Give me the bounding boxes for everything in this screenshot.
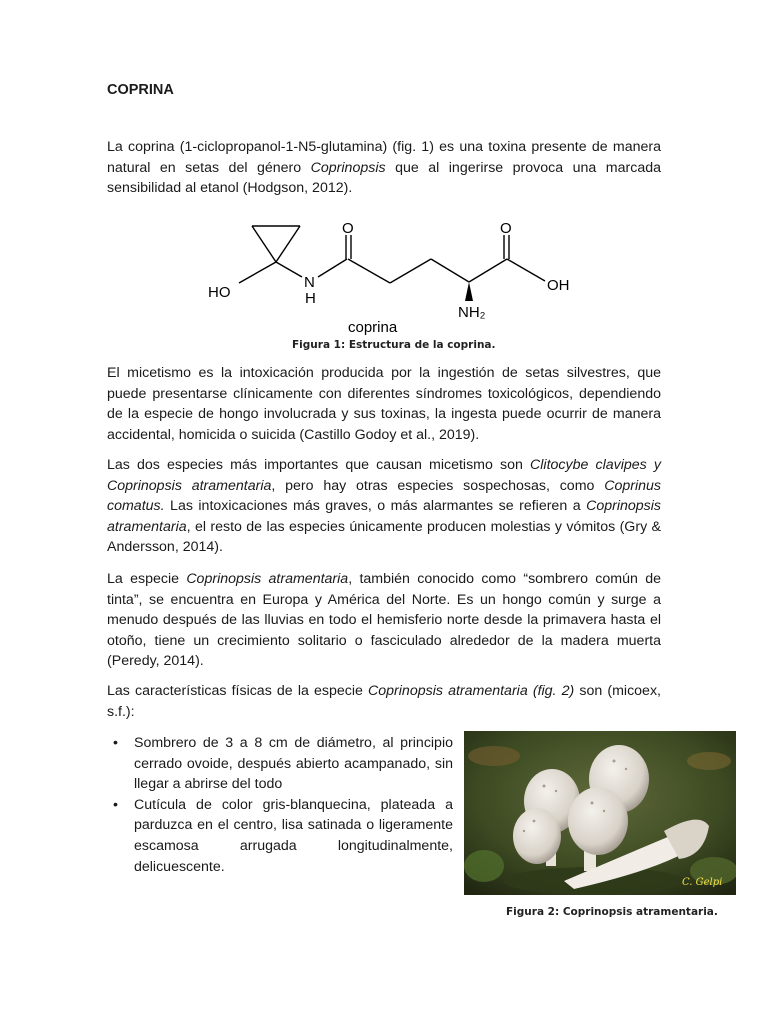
list-item xyxy=(107,733,453,795)
figure2-caption: Figura 2: Coprinopsis atramentaria. xyxy=(506,906,718,918)
paragraph-atramentaria xyxy=(107,569,661,672)
text-run: , también conocido como “sombrero común de tinta”, se encuentra en Europa y América del Norte. Es un hongo común y surge a menudo después de las lluvias en todo el hemisferio norte desde la primavera hasta el otoño, tiene un crecimiento solitario o fasciculado alrededor de la madera muerta (Peredy, 2014). xyxy=(107,571,661,670)
document-title: COPRINA xyxy=(107,82,174,98)
text-run: , el resto de las especies únicamente producen molestias y vómitos (Gry & Andersson, 2014). xyxy=(107,518,661,556)
text-run: que al ingerirse provoca una marcada sensibilidad al etanol (Hodgson, 2012). xyxy=(107,159,662,197)
characteristics-list xyxy=(107,733,453,877)
italic-term: Coprinus comatus. xyxy=(107,477,661,515)
italic-term: Coprinopsis atramentaria (fig. 2) xyxy=(368,683,575,699)
text-run: La especie xyxy=(107,571,187,587)
paragraph-especies xyxy=(107,455,661,558)
text-run: son (micoex, s.f.): xyxy=(107,683,661,720)
structure-label-o: O xyxy=(342,220,354,237)
italic-term: Coprinopsis atramentaria xyxy=(186,571,349,587)
mushroom-photo xyxy=(464,731,736,895)
structure-name: coprina xyxy=(348,319,398,336)
structure-label-oh: OH xyxy=(547,277,570,294)
paragraph-intro xyxy=(107,137,661,199)
paragraph-caracteristicas xyxy=(107,681,661,722)
structure-label-h: H xyxy=(305,290,316,307)
list-item-text: Cutícula de color gris-blanquecina, plateada a parduzca en el centro, lisa satinada o ligeramente escamosa arrugada longitudinalmente, delicuescente. xyxy=(134,796,453,875)
italic-term: Clitocybe clavipes y Coprinopsis atramentaria xyxy=(107,457,661,494)
text-run: Las dos especies más importantes que causan micetismo son xyxy=(107,457,531,473)
figure1-caption: Figura 1: Estructura de la coprina. xyxy=(292,339,496,351)
structure-label-n: N xyxy=(304,274,315,291)
text-run: Las intoxicaciones más graves, o más alarmantes se refieren a xyxy=(164,498,587,515)
list-item xyxy=(107,795,453,877)
bullet-icon: • xyxy=(113,735,118,751)
photo-watermark: C. Gelpi xyxy=(682,877,723,888)
italic-term: Coprinopsis xyxy=(310,159,386,176)
bullet-icon: • xyxy=(113,796,118,813)
structure-label-nh2: NH₂ xyxy=(458,304,486,321)
list-item-text: Sombrero de 3 a 8 cm de diámetro, al principio cerrado ovoide, después abierto acampanado, sin llegar a abrirse del todo xyxy=(134,735,453,793)
paragraph-micetismo: El micetismo es la intoxicación producida por la ingestión de setas silvestres, que puede presentarse clínicamente con diferentes síndromes toxicológicos, dependiendo de la especie de hongo involucrada y sus toxinas, la ingesta puede ocurrir de manera accidental, homicida o suicida (Castillo Godoy et al., 2019). xyxy=(107,365,661,443)
italic-term: Coprinopsis atramentaria xyxy=(107,498,661,535)
text-run: Las características físicas de la especie xyxy=(107,683,369,699)
coprine-structure-figure xyxy=(205,213,580,343)
structure-label-ho: HO xyxy=(208,284,231,301)
structure-label-o: O xyxy=(500,220,512,237)
text-run: La coprina (1-ciclopropanol-1-N5-glutamina) (fig. 1) es una toxina presente de manera natural en setas del género xyxy=(107,139,661,176)
text-run: , pero hay otras especies sospechosas, como xyxy=(271,477,605,494)
